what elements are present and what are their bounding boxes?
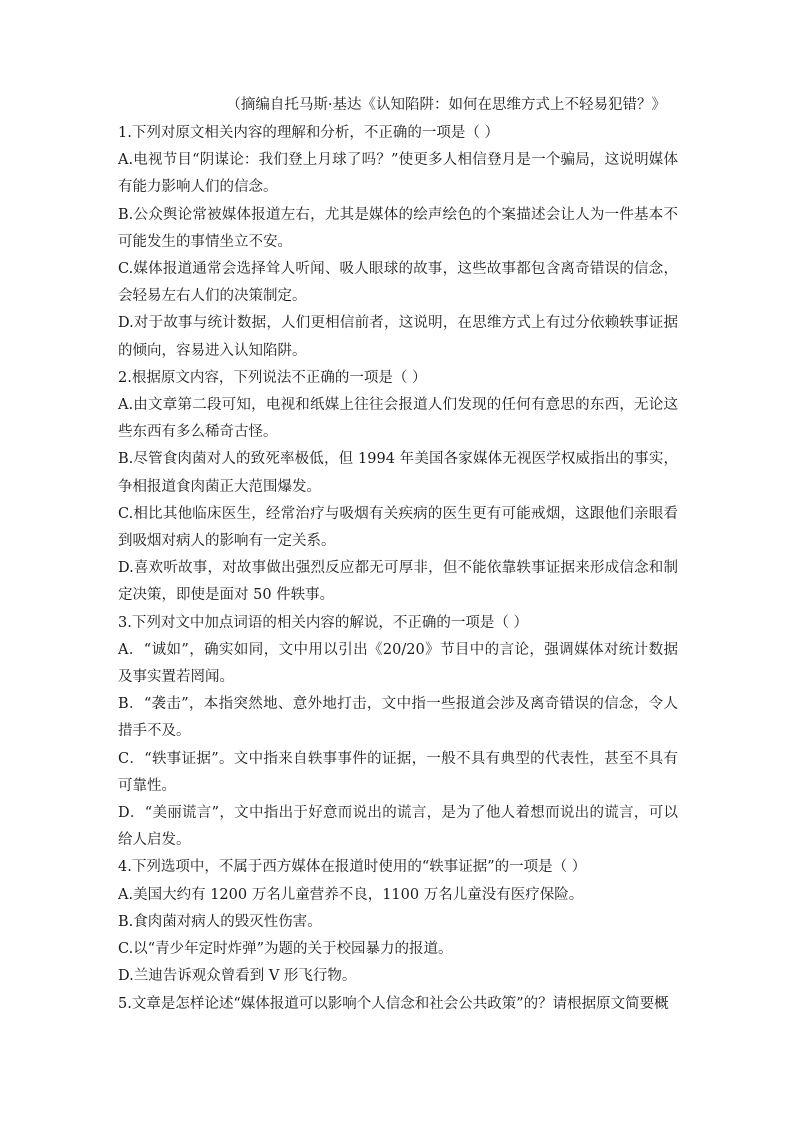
question-2-option-a: A.由文章第二段可知，电视和纸媒上往往会报道人们发现的任何有意思的东西，无论这些东西有多么稀奇古怪。 [118,397,678,441]
question-1-option-a: A.电视节目“阴谋论：我们登上月球了吗？”使更多人相信登月是一个骗局，这说明媒体有能力影响人们的信念。 [118,152,678,196]
question-3-option-c: C．“轶事证据”。文中指来自轶事事件的证据，一般不具有典型的代表性，甚至不具有可靠性。 [118,750,678,794]
source-citation: （摘编自托马斯·基达《认知陷阱：如何在思维方式上不轻易犯错？》 [226,97,666,113]
question-1-stem: 1.下列对原文相关内容的理解和分析，不正确的一项是（ ） [118,125,499,141]
question-5-stem: 5.文章是怎样论述“媒体报道可以影响个人信念和社会公共政策”的？请根据原文简要概 [118,995,669,1012]
question-1-option-c: C.媒体报道通常会选择耸人听闻、吸人眼球的故事，这些故事都包含离奇错误的信念，会轻易左右人们的决策制定。 [118,261,678,305]
question-2-option-b: B.尽管食肉菌对人的致死率极低，但 1994 年美国各家媒体无视医学权威指出的事实，争相报道食肉菌正大范围爆发。 [118,451,678,495]
question-4-option-c: C.以“青少年定时炸弹”为题的关于校园暴力的报道。 [118,941,453,958]
question-4-stem: 4.下列选项中，不属于西方媒体在报道时使用的“轶事证据”的一项是（ ） [118,859,587,876]
question-list [118,120,678,1018]
question-2-option-c: C.相比其他临床医生，经常治疗与吸烟有关疾病的医生更有可能戒烟，这跟他们亲眼看到吸烟对病人的影响有一定关系。 [118,505,678,550]
question-3-option-b: B．“袭击”，本指突然地、意外地打击，文中指一些报道会涉及离奇错误的信念，令人措手不及。 [118,696,678,740]
question-3-option-d: D．“美丽谎言”，文中指出于好意而说出的谎言，是为了他人着想而说出的谎言，可以给人启发。 [118,805,678,849]
question-4-option-a: A.美国大约有 1200 万名儿童营养不良，1100 万名儿童没有医疗保险。 [118,886,584,903]
question-1-option-b: B.公众舆论常被媒体报道左右，尤其是媒体的绘声绘色的个案描述会让人为一件基本不可能发生的事情坐立不安。 [118,206,678,250]
question-2-stem: 2.根据原文内容，下列说法不正确的一项是（ ） [118,369,427,386]
question-2-option-d: D.喜欢听故事，对故事做出强烈反应都无可厚非，但不能依靠轶事证据来形成信念和制定决策，即使是面对 50 件轶事。 [118,560,678,604]
question-4-option-b: B.食肉菌对病人的毁灭性伤害。 [118,913,322,930]
question-3-stem: 3.下列对文中加点词语的相关内容的解说，不正确的一项是（ ） [118,614,528,631]
question-3-option-a: A．“诚如”，确实如同，文中用以引出《20/20》节目中的言论，强调媒体对统计数据及事实置若罔闻。 [118,641,678,686]
question-4-option-d: D.兰迪告诉观众曾看到 V 形飞行物。 [118,968,357,985]
question-1-option-d: D.对于故事与统计数据，人们更相信前者，这说明，在思维方式上有过分依赖轶事证据的倾向，容易进入认知陷阱。 [118,315,678,359]
